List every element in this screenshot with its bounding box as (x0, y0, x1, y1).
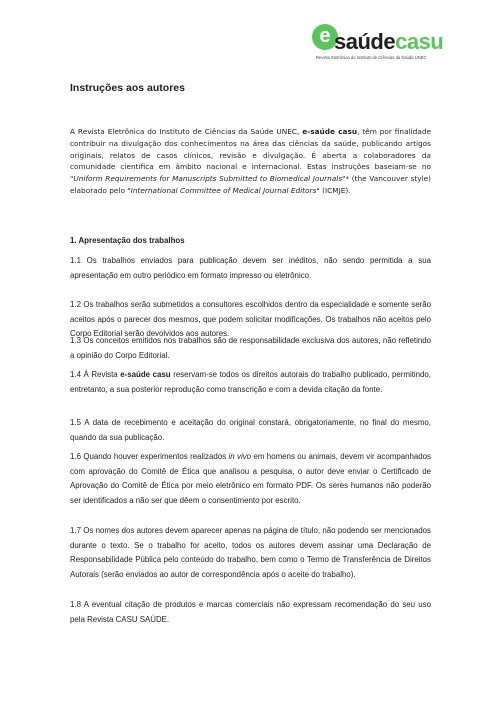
intro-text-3: * (the Vancouver style) elaborado pelo " (70, 174, 431, 195)
intro-brand: e-saúde casu (302, 127, 358, 136)
page-title: Instruções aos autores (70, 82, 185, 94)
intro-text-2: , têm por finalidade contribuir na divulgação dos conhecimentos na área das ciências da saúde, publicando artigos originais, relatos de casos clínicos, revisão e divulgação. É aberta a colaboradores da comunidade científica em âmbito nacional e internacional. Estas instruções baseiam-se no (70, 127, 432, 172)
intro-italic-1: "Uniform Requirements for Manuscripts Submitted to Biomedical Journals" (70, 174, 346, 184)
p14-brand: e-saúde casu (120, 370, 171, 379)
logo-word-casu: casu (395, 29, 444, 54)
p16-text-1: 1.6 Quando houver experimentos realizados (70, 452, 229, 461)
logo-word-saude: saúde (334, 29, 396, 54)
paragraph-1-4 (70, 368, 431, 397)
logo-tagline: Revista Eletrônica do Instituto de Ciências da Saúde UNEC (316, 55, 427, 60)
p14-text-2: reservam-se todos os direitos autorais do trabalho publicado, permitindo, entretanto, a sua posterior reprodução como transcrição e com a devida citação da fonte. (70, 370, 431, 394)
intro-italic-2: International Committee of Medical Journal Editors" (130, 185, 320, 195)
paragraph-1-8: 1.8 A eventual citação de produtos e marcas comerciais não expressam recomendação do seu uso pela Revista CASU SAÚDE. (70, 600, 431, 624)
intro-text-1: A Revista Eletrônica do Instituto de Ciências da Saúde UNEC, (70, 127, 303, 136)
intro-text-4: (ICMJE). (319, 185, 351, 195)
p16-text-2: em homens ou animais, devem vir acompanhados com aprovação do Comitê de Ética que analisou a pesquisa, o autor deve enviar o Certificado de Aprovação do Comitê de Ética por meio eletrônico em formato PDF. Os seres humanos não poderão ser identificados a não ser que dêem o consentimento por escrito. (70, 452, 431, 505)
section-heading: 1. Apresentação dos trabalhos (70, 236, 185, 245)
intro-paragraph (70, 126, 431, 197)
logo-wordmark (334, 29, 443, 55)
paragraph-1-3: 1.3 Os conceitos emitidos nos trabalhos são de responsabilidade exclusiva dos autores, não refletindo a opinião do Corpo Editorial. (70, 336, 431, 360)
paragraph-1-1: 1.1 Os trabalhos enviados para publicação devem ser inéditos, não sendo permitida a sua apresentação em outro periódico em formato impresso ou eletrônico. (70, 256, 431, 280)
p16-italic: in vivo (228, 452, 252, 461)
p14-text-1: 1.4 À Revista (70, 370, 121, 379)
logo-e-badge: e (312, 24, 338, 50)
paragraph-1-6 (70, 450, 431, 508)
journal-logo (312, 24, 472, 64)
paragraph-1-5: 1.5 A data de recebimento e aceitação do original constará, obrigatoriamente, no final do mesmo, quando da sua publicação. (70, 418, 431, 442)
paragraph-1-7: 1.7 Os nomes dos autores devem aparecer apenas na página de título, não podendo ser mencionados durante o texto. Se o trabalho for aceito, todos os autores devem assinar uma Declaração de Responsabilidade Pública pelo conteúdo do trabalho, bem como o Termo de Transferência de Direitos Autorais (serão enviados ao autor de correspondência após o aceite do trabalho). (70, 526, 431, 579)
paragraph-1-2: 1.2 Os trabalhos serão submetidos a consultores escolhidos dentro da especialidade e somente serão aceitos após o parecer dos mesmos, que podem solicitar modificações. Os trabalhos não aceitos pelo Corpo Editorial serão devolvidos aos autores. (70, 300, 431, 339)
